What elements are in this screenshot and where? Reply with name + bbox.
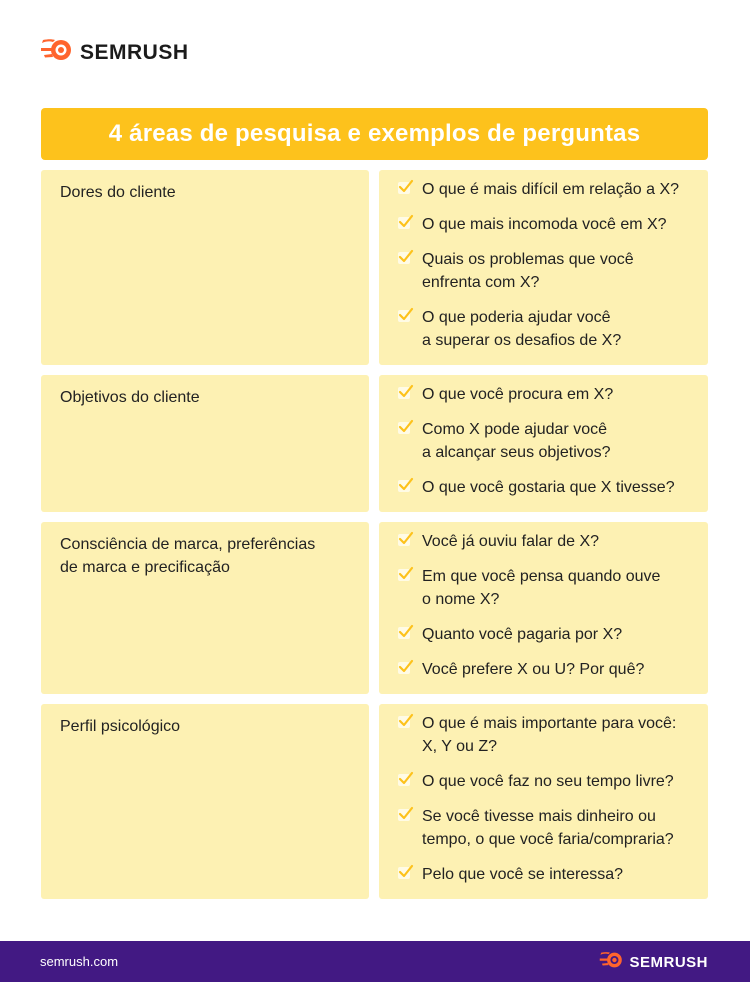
question-item xyxy=(398,863,708,886)
questions-cell xyxy=(379,170,708,365)
check-icon xyxy=(398,624,414,640)
footer-brand-name: SEMRUSH xyxy=(629,954,708,971)
area-label-cell xyxy=(41,170,369,365)
question-text: O que é mais difícil em relação a X? xyxy=(422,181,680,198)
check-icon xyxy=(398,531,414,547)
questions-cell xyxy=(379,522,708,694)
check-icon xyxy=(398,384,414,400)
question-item xyxy=(398,623,708,646)
question-item xyxy=(398,712,708,758)
question-text: Quanto você pagaria por X? xyxy=(422,626,623,643)
question-item xyxy=(398,418,708,464)
semrush-fireball-icon xyxy=(40,38,74,67)
area-row-1 xyxy=(41,170,708,365)
area-row-2 xyxy=(41,375,708,512)
area-label-cell xyxy=(41,704,369,899)
question-item xyxy=(398,248,708,294)
question-item xyxy=(398,565,708,611)
question-text: Em que você pensa quando ouve o nome X? xyxy=(422,568,661,608)
semrush-fireball-icon xyxy=(599,951,624,974)
question-item xyxy=(398,306,708,352)
questions-cell xyxy=(379,704,708,899)
check-icon xyxy=(398,214,414,230)
check-icon xyxy=(398,249,414,265)
question-text: Você prefere X ou U? Por quê? xyxy=(422,661,645,678)
area-label: Perfil psicológico xyxy=(60,718,181,735)
question-text: O que é mais importante para você: X, Y ou Z? xyxy=(422,715,677,755)
check-icon xyxy=(398,566,414,582)
area-row-4 xyxy=(41,704,708,899)
footer-url-link[interactable]: semrush.com xyxy=(40,954,119,969)
semrush-logo xyxy=(40,38,189,67)
questions-cell xyxy=(379,375,708,512)
question-text: Se você tivesse mais dinheiro ou tempo, o que você faria/compraria? xyxy=(422,808,674,848)
question-text: O que você faz no seu tempo livre? xyxy=(422,773,674,790)
question-text: Você já ouviu falar de X? xyxy=(422,533,600,550)
question-text: O que você procura em X? xyxy=(422,386,614,403)
question-item xyxy=(398,476,708,499)
area-label: Objetivos do cliente xyxy=(60,389,200,406)
question-item xyxy=(398,383,708,406)
area-label: Dores do cliente xyxy=(60,184,176,201)
area-label-cell xyxy=(41,522,369,694)
question-item xyxy=(398,658,708,681)
brand-name: SEMRUSH xyxy=(80,40,189,64)
check-icon xyxy=(398,477,414,493)
question-item xyxy=(398,770,708,793)
question-text: O que você gostaria que X tivesse? xyxy=(422,479,675,496)
question-item xyxy=(398,530,708,553)
question-text: O que poderia ajudar você a superar os desafios de X? xyxy=(422,309,622,349)
semrush-logo-footer xyxy=(599,951,708,974)
check-icon xyxy=(398,864,414,880)
question-item xyxy=(398,213,708,236)
question-text: Pelo que você se interessa? xyxy=(422,866,624,883)
check-icon xyxy=(398,307,414,323)
check-icon xyxy=(398,806,414,822)
check-icon xyxy=(398,419,414,435)
question-item xyxy=(398,178,708,201)
area-label-cell xyxy=(41,375,369,512)
question-text: O que mais incomoda você em X? xyxy=(422,216,667,233)
check-icon xyxy=(398,771,414,787)
check-icon xyxy=(398,713,414,729)
page-title: 4 áreas de pesquisa e exemplos de perguntas xyxy=(108,120,641,147)
question-item xyxy=(398,805,708,851)
question-text: Como X pode ajudar você a alcançar seus objetivos? xyxy=(422,421,611,461)
area-row-3 xyxy=(41,522,708,694)
title-bar xyxy=(41,108,708,160)
area-label: Consciência de marca, preferências de marca e precificação xyxy=(60,536,316,576)
question-text: Quais os problemas que você enfrenta com X? xyxy=(422,251,634,291)
check-icon xyxy=(398,659,414,675)
check-icon xyxy=(398,179,414,195)
